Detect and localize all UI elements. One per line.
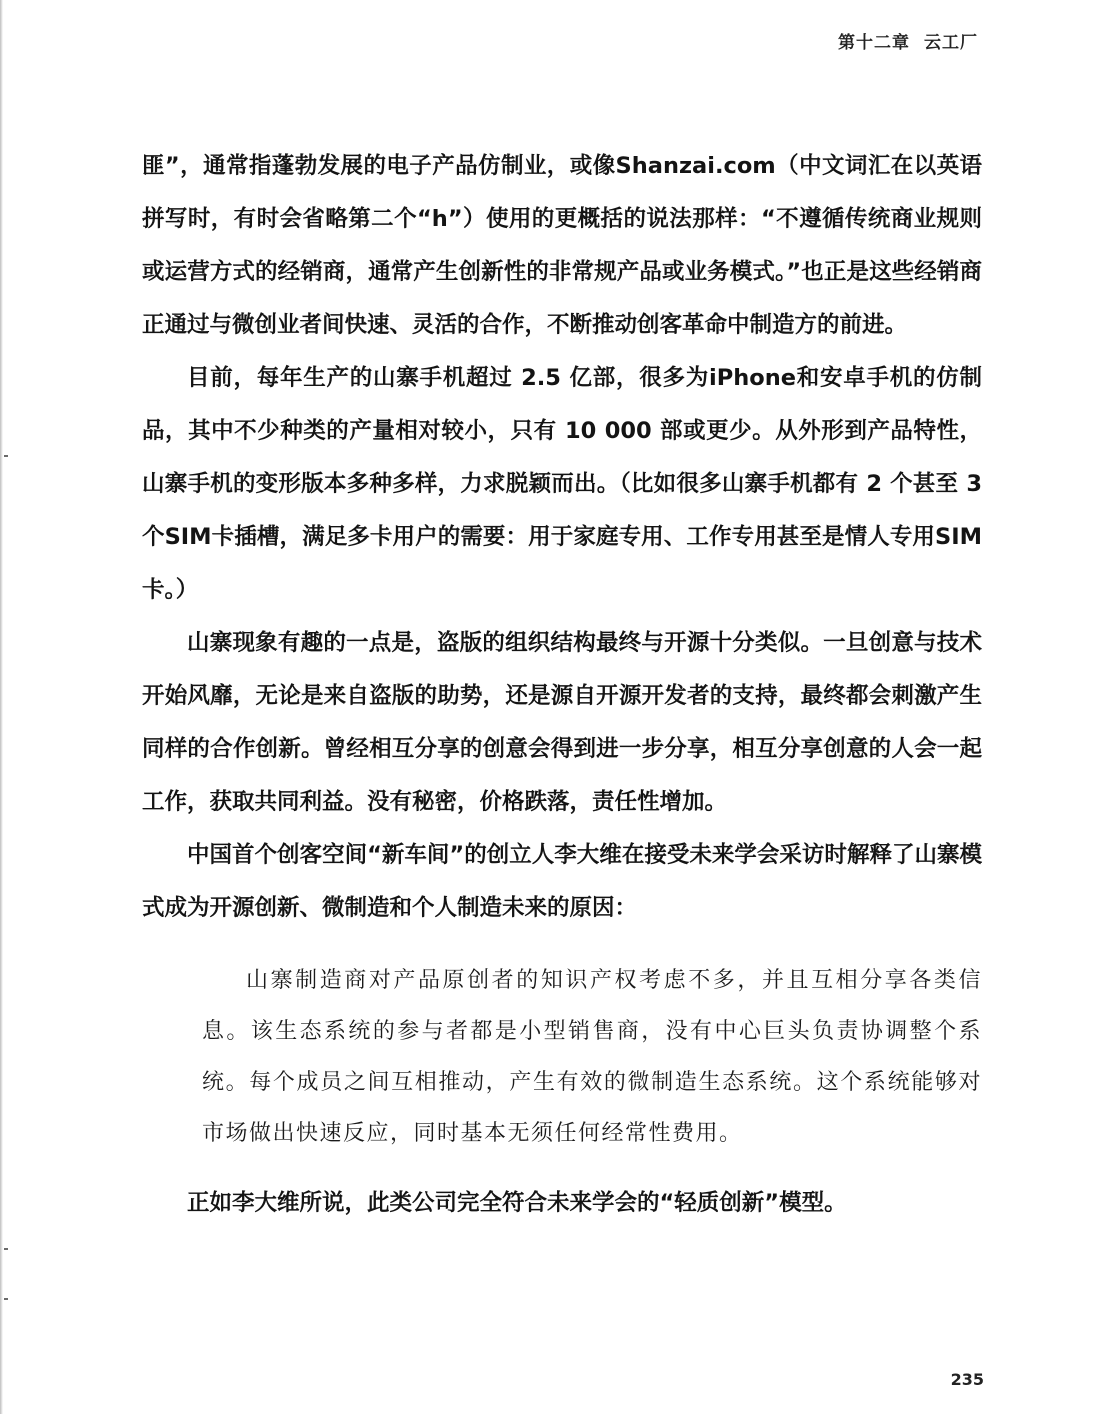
closing-paragraph: 正如李大维所说，此类公司完全符合未来学会的“轻质创新”模型。 <box>187 1190 847 1216</box>
page-number: 235 <box>950 1370 984 1389</box>
chapter-title: 云工厂 <box>924 33 978 53</box>
margin-mark <box>4 455 8 457</box>
margin-mark <box>4 1298 8 1300</box>
paragraph: 目前，每年生产的山寨手机超过 2.5 亿部，很多为iPhone和安卓手机的仿制品，其中不少种类的产量相对较小，只有 10 000 部或更少。从外形到产品特性，山寨手机的变形版本多种多样，力求脱颖而出。（比如很多山寨手机都有 2 个甚至 3 个SIM卡插槽，满足多卡用户的需要：用于家庭专用、工作专用甚至是情人专用SIM卡。） <box>142 365 982 603</box>
margin-mark <box>4 1248 8 1250</box>
paragraph: 山寨现象有趣的一点是，盗版的组织结构最终与开源十分类似。一旦创意与技术开始风靡，无论是来自盗版的助势，还是源自开源开发者的支持，最终都会刺激产生同样的合作创新。曾经相互分享的创意会得到进一步分享，相互分享创意的人会一起工作，获取共同利益。没有秘密，价格跌落，责任性增加。 <box>142 630 982 815</box>
paragraph-continued: 匪”，通常指蓬勃发展的电子产品仿制业，或像Shanzai.com（中文词汇在以英语拼写时，有时会省略第二个“h”）使用的更概括的说法那样：“不遵循传统商业规则或运营方式的经销商，通常产生创新性的非常规产品或业务模式。”也正是这些经销商正通过与微创业者间快速、灵活的合作，不断推动创客革命中制造方的前进。 <box>142 153 982 338</box>
quote-text: 山寨制造商对产品原创者的知识产权考虑不多，并且互相分享各类信息。该生态系统的参与者都是小型销售商，没有中心巨头负责协调整个系统。每个成员之间互相推动，产生有效的微制造生态系统。这个系统能够对市场做出快速反应，同时基本无须任何经常性费用。 <box>202 968 982 1146</box>
page-edge <box>0 0 3 1414</box>
block-quote <box>142 955 982 1159</box>
chapter-number: 第十二章 <box>838 33 910 53</box>
running-head <box>838 28 978 53</box>
body-text <box>142 140 982 1230</box>
paragraph: 中国首个创客空间“新车间”的创立人李大维在接受未来学会采访时解释了山寨模式成为开源创新、微制造和个人制造未来的原因： <box>142 842 982 921</box>
